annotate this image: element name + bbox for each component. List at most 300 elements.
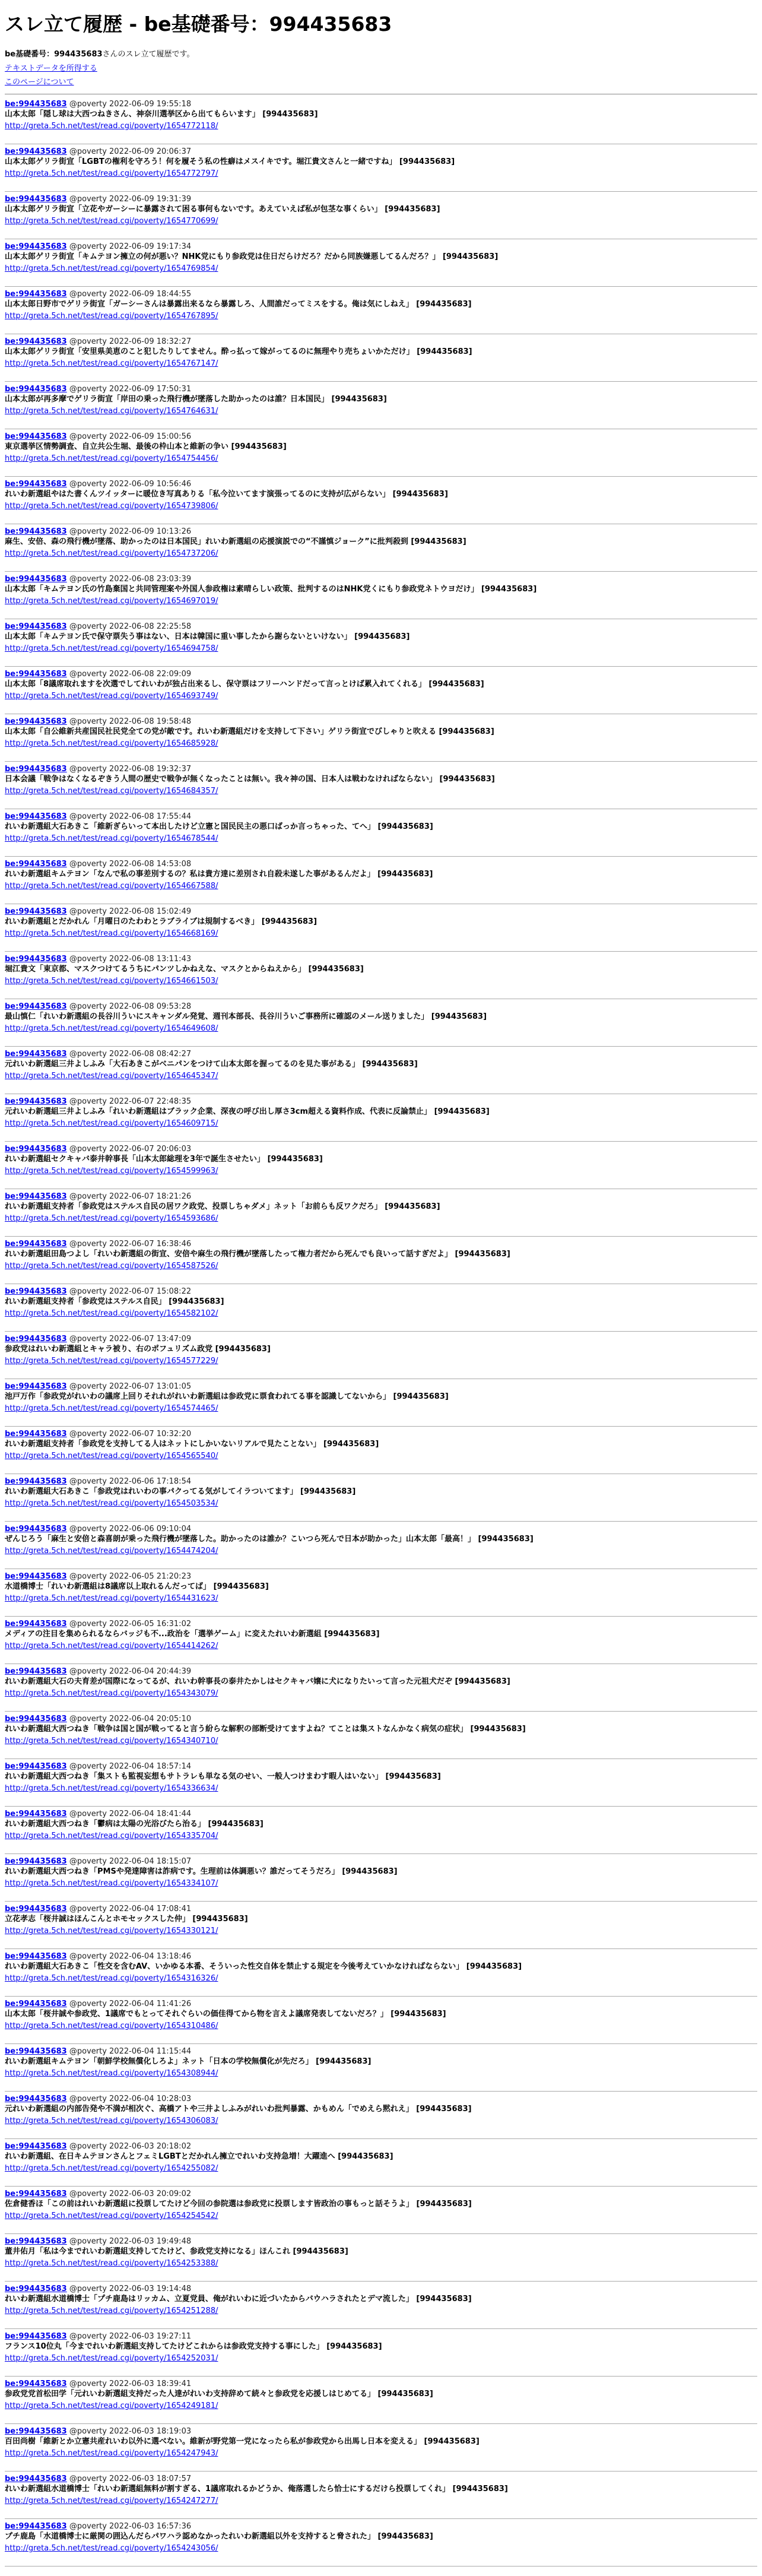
thread-entry	[5, 1617, 757, 1664]
entry-meta	[5, 1382, 757, 1392]
thread-url-link[interactable]: http://greta.5ch.net/test/read.cgi/poverty/1654316326/	[5, 1974, 218, 1983]
thread-entry	[5, 1379, 757, 1427]
thread-entry	[5, 1902, 757, 1949]
thread-title: メディアの注目を集められるならバッジも不...政治を「選挙ゲーム」に変えたれいわ新選組 [994435683]	[5, 1630, 380, 1639]
thread-url-link[interactable]: http://greta.5ch.net/test/read.cgi/poverty/1654249181/	[5, 2401, 218, 2410]
thread-title: れいわ新選組、在日キムテヨンさんとフェミLGBTとだかれん擁立でれいわ支持急増！大躍進へ [994435683]	[5, 2152, 393, 2161]
entry-meta	[5, 1476, 757, 1487]
thread-entry	[5, 524, 757, 572]
entry-meta	[5, 812, 757, 822]
board-date: @poverty 2022-06-07 10:32:20	[69, 1430, 192, 1438]
be-id-link[interactable]: be:994435683	[5, 2047, 67, 2056]
entry-meta	[5, 1619, 757, 1629]
thread-title: 山本太郎「キムテヨン氏の竹島棄国と共同管理案や外国人参政権は素晴らしい政策、批判するのはNHK党くにもり参政党ネトウヨだけ」 [994435683]	[5, 585, 537, 594]
be-id-link[interactable]: be:994435683	[5, 337, 67, 346]
intro-text	[5, 50, 757, 59]
thread-entry	[5, 999, 757, 1047]
board-date: @poverty 2022-06-07 15:08:22	[69, 1287, 192, 1296]
entry-meta	[5, 1144, 757, 1154]
thread-title: れいわ新選組大石あきこ「参政党はれいわの事パクってる気がしてイラついてます」 [994435683]	[5, 1487, 356, 1496]
entry-meta	[5, 2331, 757, 2341]
board-date: @poverty 2022-06-07 13:01:05	[69, 1382, 192, 1391]
thread-title: 山本太郎「桜井誠や参政党、1議席でもとってそれぐらいの価佳得てから物を言えよ議席発表してないだろ？」 [994435683]	[5, 2010, 446, 2019]
be-id-link[interactable]: be:994435683	[5, 385, 67, 394]
thread-url-link[interactable]: http://greta.5ch.net/test/read.cgi/poverty/1654684357/	[5, 787, 218, 796]
thread-url-link[interactable]: http://greta.5ch.net/test/read.cgi/poverty/1654599963/	[5, 1167, 218, 1175]
be-id-link[interactable]: be:994435683	[5, 1430, 67, 1438]
thread-entry	[5, 809, 757, 857]
thread-url-link[interactable]: http://greta.5ch.net/test/read.cgi/poverty/1654247277/	[5, 2496, 218, 2505]
entry-meta	[5, 2189, 757, 2199]
thread-entry	[5, 1759, 757, 1807]
page-title: スレ立て履歴 - be基礎番号：994435683	[5, 12, 392, 36]
thread-url-link[interactable]: http://greta.5ch.net/test/read.cgi/poverty/1654308944/	[5, 2069, 218, 2078]
entry-meta	[5, 1049, 757, 1059]
entry-meta	[5, 1904, 757, 1914]
thread-title: れいわ新選組大石あきこ「性交を含むAV、いかゆる本番、そういった性交自体を禁止する規定を今後考えていかなければならない」 [994435683]	[5, 1962, 522, 1971]
be-id-link[interactable]: be:994435683	[5, 2190, 67, 2198]
board-date: @poverty 2022-06-04 10:28:03	[69, 2095, 192, 2103]
thread-entry	[5, 1189, 757, 1237]
thread-url-link[interactable]: http://greta.5ch.net/test/read.cgi/poverty/1654254542/	[5, 2211, 218, 2220]
thread-title: 参政党はれいわ新選組とキャラ被り、右のポフュリズム政党 [994435683]	[5, 1345, 271, 1354]
be-id-link[interactable]: be:994435683	[5, 622, 67, 631]
thread-url-link[interactable]: http://greta.5ch.net/test/read.cgi/poverty/1654649608/	[5, 1024, 218, 1033]
entry-meta	[5, 1239, 757, 1249]
board-date: @poverty 2022-06-03 19:14:48	[69, 2285, 192, 2293]
thread-entry	[5, 2092, 757, 2139]
board-date: @poverty 2022-06-09 17:50:31	[69, 385, 192, 394]
be-id-link[interactable]: be:994435683	[5, 1762, 67, 1771]
thread-entry	[5, 952, 757, 999]
thread-entry	[5, 1854, 757, 1902]
be-id-link[interactable]: be:994435683	[5, 1810, 67, 1818]
board-date: @poverty 2022-06-08 19:58:48	[69, 717, 192, 726]
thread-url-link[interactable]: http://greta.5ch.net/test/read.cgi/poverty/1654335704/	[5, 1832, 218, 1840]
be-id-link[interactable]: be:994435683	[5, 1715, 67, 1723]
be-id-link[interactable]: be:994435683	[5, 1525, 67, 1533]
thread-entry	[5, 1332, 757, 1379]
be-id-link[interactable]: be:994435683	[5, 1192, 67, 1201]
board-date: @poverty 2022-06-07 18:21:26	[69, 1192, 192, 1201]
be-id-link[interactable]: be:994435683	[5, 670, 67, 679]
entry-meta	[5, 1761, 757, 1772]
entry-meta	[5, 384, 757, 394]
be-id-link[interactable]: be:994435683	[5, 2142, 67, 2151]
board-date: @poverty 2022-06-08 15:02:49	[69, 907, 192, 916]
thread-entry	[5, 619, 757, 667]
entry-meta	[5, 1287, 757, 1297]
thread-title: 董井佑月「私は今までれいわ新選組支持してたけど、参政党支持になる」ほんこれ [994435683]	[5, 2247, 348, 2256]
be-id-link[interactable]: be:994435683	[5, 1382, 67, 1391]
thread-url-link[interactable]: http://greta.5ch.net/test/read.cgi/poverty/1654306083/	[5, 2116, 218, 2125]
entry-meta	[5, 1666, 757, 1677]
board-date: @poverty 2022-06-09 15:00:56	[69, 432, 192, 441]
thread-url-link[interactable]: http://greta.5ch.net/test/read.cgi/poverty/1654343079/	[5, 1689, 218, 1698]
entry-meta	[5, 479, 757, 489]
board-date: @poverty 2022-06-04 13:18:46	[69, 1952, 192, 1961]
entry-meta	[5, 527, 757, 537]
board-date: @poverty 2022-06-08 17:55:44	[69, 812, 192, 821]
entry-meta	[5, 2379, 757, 2389]
board-date: @poverty 2022-06-09 10:13:26	[69, 527, 192, 536]
intro-suffix: さんのスレ立て履歴です。	[102, 50, 195, 59]
thread-url-link[interactable]: http://greta.5ch.net/test/read.cgi/poverty/1654340710/	[5, 1737, 218, 1745]
be-id-link[interactable]: be:994435683	[5, 1905, 67, 1913]
thread-url-link[interactable]: http://greta.5ch.net/test/read.cgi/poverty/1654764631/	[5, 407, 218, 416]
thread-url-link[interactable]: http://greta.5ch.net/test/read.cgi/poverty/1654693749/	[5, 692, 218, 701]
thread-url-link[interactable]: http://greta.5ch.net/test/read.cgi/poverty/1654609715/	[5, 1119, 218, 1128]
board-date: @poverty 2022-06-08 22:25:58	[69, 622, 192, 631]
thread-title: 池戸万作「参政党がれいわの議席上回りそれれがれいわ新選組は参政党に票食われてる事を認識してないから」 [994435683]	[5, 1392, 449, 1401]
thread-title: 最山慎仁「れいわ新選組の長谷川ういにスキャンダル発覚、週刊本部長、長谷川ういご事務所に確認のメール送りました」 [994435683]	[5, 1012, 487, 1021]
be-id-link[interactable]: be:994435683	[5, 2000, 67, 2008]
be-id-link[interactable]: be:994435683	[5, 1287, 67, 1296]
board-date: @poverty 2022-06-09 19:55:18	[69, 100, 192, 109]
thread-entry	[5, 1094, 757, 1142]
thread-url-link[interactable]: http://greta.5ch.net/test/read.cgi/poverty/1654754456/	[5, 454, 218, 463]
board-date: @poverty 2022-06-09 10:56:46	[69, 480, 192, 489]
thread-url-link[interactable]: http://greta.5ch.net/test/read.cgi/poverty/1654667588/	[5, 882, 218, 891]
board-date: @poverty 2022-06-08 14:53:08	[69, 860, 192, 869]
entry-meta	[5, 2046, 757, 2057]
be-id-link[interactable]: be:994435683	[5, 242, 67, 251]
board-date: @poverty 2022-06-08 13:11:43	[69, 955, 192, 964]
thread-url-link[interactable]: http://greta.5ch.net/test/read.cgi/poverty/1654414262/	[5, 1642, 218, 1650]
board-date: @poverty 2022-06-09 18:44:55	[69, 290, 192, 299]
board-date: @poverty 2022-06-04 20:44:39	[69, 1667, 192, 1676]
board-date: @poverty 2022-06-03 19:49:48	[69, 2237, 192, 2246]
thread-url-link[interactable]: http://greta.5ch.net/test/read.cgi/poverty/1654582102/	[5, 1309, 218, 1318]
thread-url-link[interactable]: http://greta.5ch.net/test/read.cgi/poverty/1654739806/	[5, 502, 218, 511]
entry-meta	[5, 337, 757, 347]
thread-entry	[5, 97, 757, 144]
be-id-link[interactable]: be:994435683	[5, 195, 67, 204]
entry-meta	[5, 622, 757, 632]
be-id-link[interactable]: be:994435683	[5, 290, 67, 299]
entry-meta	[5, 1999, 757, 2009]
thread-entry	[5, 1427, 757, 1474]
thread-url-link[interactable]: http://greta.5ch.net/test/read.cgi/poverty/1654336634/	[5, 1784, 218, 1793]
thread-url-link[interactable]: http://greta.5ch.net/test/read.cgi/poverty/1654661503/	[5, 977, 218, 986]
thread-title: れいわ新選組大西つねき「集ストも監視妄想もサトラレも単なる気のせい、一般人つけまわす暇人はいない」 [994435683]	[5, 1772, 441, 1781]
intro-prefix: be基礎番号：	[5, 50, 55, 59]
be-id-link[interactable]: be:994435683	[5, 575, 67, 584]
be-id-link[interactable]: be:994435683	[5, 1050, 67, 1059]
entry-meta	[5, 289, 757, 299]
be-id-link[interactable]: be:994435683	[5, 1145, 67, 1154]
board-date: @poverty 2022-06-05 21:20:23	[69, 1572, 192, 1581]
thread-entry	[5, 857, 757, 904]
thread-url-link[interactable]: http://greta.5ch.net/test/read.cgi/poverty/1654253388/	[5, 2259, 218, 2268]
board-date: @poverty 2022-06-09 20:06:37	[69, 147, 192, 156]
be-id-link[interactable]: be:994435683	[5, 1620, 67, 1628]
entry-meta	[5, 1429, 757, 1439]
thread-title: 山本太郎日野市でゲリラ街宣「ガーシーさんは暴露出来るなら暴露しろ、人間誰だってミスをする。俺は気にしねえ」 [994435683]	[5, 300, 472, 309]
be-id-link[interactable]: be:994435683	[5, 432, 67, 441]
thread-title: れいわ新選組大西つねき「戦争は国と国が戦ってると言う紛らな解釈の部断受けてますよね？てことは集ストなんかなく病気の症状」 [994435683]	[5, 1725, 526, 1734]
entry-meta	[5, 1097, 757, 1107]
board-date: @poverty 2022-06-03 18:07:57	[69, 2474, 192, 2483]
thread-title: れいわ新選組水道橋博士「プチ鹿島はリッカム、立夏党員、俺がれいわに近づいたからバウハラされたとデマ流した」 [994435683]	[5, 2295, 472, 2303]
thread-title: 山本太郎「自公維新共産国民社民党全ての党が敵です。れいわ新選組だけを支持して下さい」ゲリラ街宣でびしゃりと吹える [994435683]	[5, 727, 494, 736]
thread-title: れいわ新選組支持者「参政党を支持してる人はネットにしかいないリアルで見たことない」 [994435683]	[5, 1440, 379, 1449]
thread-title: 堀江貴文「東京都、マスクつけてるうちにパンツしかねえな、マスクとからねえから」 [994435683]	[5, 965, 364, 974]
thread-title: れいわ新選組キムテヨン「なんで私の事差別するの？私は貴方達に差別され自殺未遂した事があるんだよ」 [994435683]	[5, 870, 433, 879]
be-id-link[interactable]: be:994435683	[5, 1477, 67, 1486]
thread-entry	[5, 2472, 757, 2519]
thread-entry	[5, 762, 757, 809]
entry-meta	[5, 242, 757, 252]
be-id-link[interactable]: be:994435683	[5, 1667, 67, 1676]
board-date: @poverty 2022-06-04 18:57:14	[69, 1762, 192, 1771]
thread-url-link[interactable]: http://greta.5ch.net/test/read.cgi/poverty/1654565540/	[5, 1452, 218, 1460]
be-id-link[interactable]: be:994435683	[5, 100, 67, 109]
be-id-link[interactable]: be:994435683	[5, 765, 67, 774]
thread-entry	[5, 2139, 757, 2187]
thread-url-link[interactable]: http://greta.5ch.net/test/read.cgi/poverty/1654243056/	[5, 2544, 218, 2553]
board-date: @poverty 2022-06-04 11:15:44	[69, 2047, 192, 2056]
thread-url-link[interactable]: http://greta.5ch.net/test/read.cgi/poverty/1654769854/	[5, 264, 218, 273]
about-page-link[interactable]: このページについて	[5, 78, 74, 87]
thread-url-link[interactable]: http://greta.5ch.net/test/read.cgi/poverty/1654645347/	[5, 1072, 218, 1081]
be-id-link[interactable]: be:994435683	[5, 147, 67, 156]
be-id-link[interactable]: be:994435683	[5, 860, 67, 869]
board-date: @poverty 2022-06-06 09:10:04	[69, 1525, 192, 1533]
thread-url-link[interactable]: http://greta.5ch.net/test/read.cgi/poverty/1654767895/	[5, 312, 218, 321]
thread-title: 山本太郎ゲリラ街宣「安里県美恵のこと犯したりしてません。酔っ払って嫁がってるのに無理やり売ちょいかただけ」 [994435683]	[5, 347, 472, 356]
thread-entry	[5, 477, 757, 524]
entry-meta	[5, 1571, 757, 1582]
board-date: @poverty 2022-06-09 19:17:34	[69, 242, 192, 251]
be-id-link[interactable]: be:994435683	[5, 1002, 67, 1011]
board-date: @poverty 2022-06-07 13:47:09	[69, 1335, 192, 1344]
thread-title: プチ鹿島「水道橋博士に厳関の囲込んだらパワハラ認めなかったれいわ新選組以外を支持すると脅された」 [994435683]	[5, 2532, 433, 2541]
thread-url-link[interactable]: http://greta.5ch.net/test/read.cgi/poverty/1654668169/	[5, 929, 218, 938]
thread-url-link[interactable]: http://greta.5ch.net/test/read.cgi/poverty/1654577229/	[5, 1357, 218, 1365]
entry-meta	[5, 717, 757, 727]
board-date: @poverty 2022-06-06 17:18:54	[69, 1477, 192, 1486]
thread-entry	[5, 239, 757, 287]
thread-list	[5, 97, 757, 2567]
thread-title: 元れいわ新選組三井よしふみ「れいわ新選組はブラック企業、深夜の呼び出し厚さ3cm超える資料作成、代表に反論禁止」 [994435683]	[5, 1107, 490, 1116]
board-date: @poverty 2022-06-04 20:05:10	[69, 1715, 192, 1723]
thread-url-link[interactable]: http://greta.5ch.net/test/read.cgi/poverty/1654678544/	[5, 834, 218, 843]
thread-entry	[5, 1284, 757, 1332]
thread-url-link[interactable]: http://greta.5ch.net/test/read.cgi/poverty/1654252031/	[5, 2354, 218, 2363]
board-date: @poverty 2022-06-07 22:48:35	[69, 1097, 192, 1106]
entry-meta	[5, 1951, 757, 1962]
thread-entry	[5, 2187, 757, 2234]
thread-entry	[5, 1569, 757, 1617]
get-text-data-link[interactable]: テキストデータを所得する	[5, 64, 97, 73]
board-date: @poverty 2022-06-08 09:53:28	[69, 1002, 192, 1011]
board-date: @poverty 2022-06-03 18:39:41	[69, 2379, 192, 2388]
board-date: @poverty 2022-06-08 19:32:37	[69, 765, 192, 774]
thread-url-link[interactable]: http://greta.5ch.net/test/read.cgi/poverty/1654694758/	[5, 644, 218, 653]
board-date: @poverty 2022-06-03 19:27:11	[69, 2332, 192, 2341]
entry-meta	[5, 2284, 757, 2294]
be-id-link[interactable]: be:994435683	[5, 2332, 67, 2341]
entry-meta	[5, 859, 757, 869]
thread-entry	[5, 334, 757, 382]
thread-url-link[interactable]: http://greta.5ch.net/test/read.cgi/poverty/1654431623/	[5, 1594, 218, 1603]
thread-entry	[5, 1047, 757, 1094]
entry-meta	[5, 1192, 757, 1202]
entry-meta	[5, 1856, 757, 1867]
thread-title: 百田尚樹「維新とか立憲共産れいわ以外に選べない。維新が野党第一党になったら私が参政党から出馬し日本を変える」 [994435683]	[5, 2437, 480, 2446]
thread-title: 元れいわ新選組の内部告発や不満が相次ぐ、高橋アトや三井よしふみがれいわ批判暴露、かもめん「でめえら黙れえ」 [994435683]	[5, 2105, 472, 2114]
thread-url-link[interactable]: http://greta.5ch.net/test/read.cgi/poverty/1654772118/	[5, 122, 218, 131]
thread-title: れいわ新選組水道橋博士「れいわ新選組無料が割すぎる、1議席取れるかどうか、俺落選したら恰士にするだけら投票してくれ」 [994435683]	[5, 2485, 508, 2493]
entry-meta	[5, 194, 757, 204]
thread-title: 山本太郎ゲリラ街宣「立花やガーシーに暴露されて困る事何もないです。あえていえば私が包茎な事くらい」 [994435683]	[5, 205, 440, 214]
be-id-link[interactable]: be:994435683	[5, 2379, 67, 2388]
thread-url-link[interactable]: http://greta.5ch.net/test/read.cgi/poverty/1654574465/	[5, 1404, 218, 1413]
thread-url-link[interactable]: http://greta.5ch.net/test/read.cgi/poverty/1654697019/	[5, 597, 218, 606]
entry-meta	[5, 2426, 757, 2436]
thread-title: れいわ新選組支持者「参政党はステルス自民の居ワク政党、投票しちゃダメ」ネット「お前らも反ワクだろ」 [994435683]	[5, 1202, 440, 1211]
thread-title: れいわ新選組大西つねき「PMSや発達障害は詐病です。生理前は体調悪い？誰だってそうだろ」 [994435683]	[5, 1867, 398, 1876]
board-date: @poverty 2022-06-04 17:08:41	[69, 1905, 192, 1913]
thread-url-link[interactable]: http://greta.5ch.net/test/read.cgi/poverty/1654251288/	[5, 2306, 218, 2315]
thread-entry	[5, 572, 757, 619]
thread-entry	[5, 2377, 757, 2424]
thread-entry	[5, 1237, 757, 1284]
thread-entry	[5, 1142, 757, 1189]
thread-url-link[interactable]: http://greta.5ch.net/test/read.cgi/poverty/1654593686/	[5, 1214, 218, 1223]
be-id-link[interactable]: be:994435683	[5, 2285, 67, 2293]
thread-entry	[5, 1712, 757, 1759]
entry-meta	[5, 2094, 757, 2104]
thread-entry	[5, 714, 757, 762]
thread-title: 山本太郎「隠し球は大西つねきさん、神奈川選挙区から出てもらいます」 [994435683]	[5, 110, 318, 119]
board-date: @poverty 2022-06-04 18:41:44	[69, 1810, 192, 1818]
board-date: @poverty 2022-06-08 22:09:09	[69, 670, 192, 679]
thread-title: ぜんじろう「麻生と安倍と森喜朗が乗った飛行機が墜落した。助かったのは誰か？こいつら死んで日本が助かった」山本太郎「最高！」 [994435683]	[5, 1535, 534, 1544]
thread-url-link[interactable]: http://greta.5ch.net/test/read.cgi/poverty/1654255082/	[5, 2164, 218, 2173]
board-date: @poverty 2022-06-07 16:38:46	[69, 1240, 192, 1249]
thread-title: フランス10位丸「今までれいわ新選組支持してたけどこれからは参政党支持する事にした」 [994435683]	[5, 2342, 382, 2351]
thread-title: 参政党党首松田学「元れいわ新選組支持だった人達がれいわ支持辞めて続々と参政党を応援しはじめてる」 [994435683]	[5, 2390, 433, 2398]
entry-meta	[5, 1524, 757, 1534]
board-date: @poverty 2022-06-04 11:41:26	[69, 2000, 192, 2008]
thread-entry	[5, 2282, 757, 2329]
be-id-link[interactable]: be:994435683	[5, 480, 67, 489]
thread-title: 麻生、安倍、森の飛行機が墜落、助かったのは日本国民」れいわ新選組の応援演説での“不謹慎ジョーク”に批判殺到 [994435683]	[5, 537, 466, 546]
be-id-link[interactable]: be:994435683	[5, 527, 67, 536]
thread-url-link[interactable]: http://greta.5ch.net/test/read.cgi/poverty/1654247943/	[5, 2449, 218, 2458]
thread-title: 日本会議「戦争はなくなるぞきう人間の歴史で戦争が無くなったことは無い。我々神の国、日本人は戦わなければならない」 [994435683]	[5, 775, 495, 784]
thread-title: 山本太郎が再多摩でゲリラ街宣「岸田の乗った飛行機が墜落した助かったのは誰？日本国民」 [994435683]	[5, 395, 387, 404]
thread-url-link[interactable]: http://greta.5ch.net/test/read.cgi/poverty/1654685928/	[5, 739, 218, 748]
thread-title: れいわ新選組セクキャバ泰井幹事長「山本太郎総理を3年で誕生させたい」 [994435683]	[5, 1155, 323, 1164]
thread-title: れいわ新選組大石あきこ「維新ぎらいって本出したけど立憲と国民民主の悪口ばっか言っちゃった、てへ」 [994435683]	[5, 822, 433, 831]
be-id-link[interactable]: be:994435683	[5, 2427, 67, 2436]
entry-meta	[5, 2236, 757, 2247]
thread-entry	[5, 1474, 757, 1522]
be-id-link[interactable]: be:994435683	[5, 2095, 67, 2103]
thread-title: れいわ新選組やはた書くんツイッターに暖位き写真ありる「私今泣いてます演張ってるのに支持が広がらない」 [994435683]	[5, 490, 448, 499]
thread-url-link[interactable]: http://greta.5ch.net/test/read.cgi/poverty/1654330121/	[5, 1927, 218, 1935]
thread-entry	[5, 382, 757, 429]
board-date: @poverty 2022-06-03 18:19:03	[69, 2427, 192, 2436]
thread-url-link[interactable]: http://greta.5ch.net/test/read.cgi/poverty/1654770699/	[5, 217, 218, 226]
be-id-link[interactable]: be:994435683	[5, 1857, 67, 1866]
thread-title: れいわ新選組とだかれん「月曜日のたわわとラブライブは規制するべき」 [994435683]	[5, 917, 318, 926]
thread-url-link[interactable]: http://greta.5ch.net/test/read.cgi/poverty/1654767147/	[5, 359, 218, 368]
thread-entry	[5, 904, 757, 952]
be-id-link[interactable]: be:994435683	[5, 812, 67, 821]
thread-title: れいわ新選組田島つよし「れいわ新選組の街宣、安倍や麻生の飛行機が墜落したって権力者だから死んでも良いって話すぎだよ」 [994435683]	[5, 1250, 510, 1259]
entry-meta	[5, 1809, 757, 1819]
be-id-link[interactable]: be:994435683	[5, 1572, 67, 1581]
thread-url-link[interactable]: http://greta.5ch.net/test/read.cgi/poverty/1654474204/	[5, 1547, 218, 1555]
entry-meta	[5, 764, 757, 774]
thread-entry	[5, 2424, 757, 2472]
thread-entry	[5, 144, 757, 192]
thread-title: れいわ新選組大西つねき「鬱病は太陽の光浴びたら治る」 [994435683]	[5, 1820, 263, 1829]
entry-meta	[5, 2141, 757, 2152]
be-id-link[interactable]: be:994435683	[5, 907, 67, 916]
be-id-link[interactable]: be:994435683	[5, 1952, 67, 1961]
be-id-link[interactable]: be:994435683	[5, 2474, 67, 2483]
be-id-link[interactable]: be:994435683	[5, 1240, 67, 1249]
entry-meta	[5, 1002, 757, 1012]
thread-url-link[interactable]: http://greta.5ch.net/test/read.cgi/poverty/1654334107/	[5, 1879, 218, 1888]
thread-title: 佐倉健香ほ「この前はれいわ新選組に投票してたけど今回の参院選は参政党に投票します皆政治の事もっと話そうよ」 [994435683]	[5, 2200, 472, 2209]
be-id-link[interactable]: be:994435683	[5, 1335, 67, 1344]
entry-meta	[5, 1714, 757, 1724]
be-id-link[interactable]: be:994435683	[5, 1097, 67, 1106]
be-id-link[interactable]: be:994435683	[5, 717, 67, 726]
thread-entry	[5, 2044, 757, 2092]
entry-meta	[5, 907, 757, 917]
entry-meta	[5, 99, 757, 109]
board-date: @poverty 2022-06-09 18:32:27	[69, 337, 192, 346]
thread-entry	[5, 192, 757, 239]
be-id-link[interactable]: be:994435683	[5, 2522, 67, 2531]
board-date: @poverty 2022-06-05 16:31:02	[69, 1620, 192, 1628]
thread-entry	[5, 1664, 757, 1712]
thread-title: れいわ新選組キムテヨン「朝鮮学校無償化しろよ」ネット「日本の学校無償化が先だろ」 [994435683]	[5, 2057, 372, 2066]
board-date: @poverty 2022-06-09 19:31:39	[69, 195, 192, 204]
be-id-link[interactable]: be:994435683	[5, 2237, 67, 2246]
thread-entry	[5, 2519, 757, 2567]
entry-meta	[5, 2474, 757, 2484]
thread-entry	[5, 667, 757, 714]
thread-title: れいわ新選組支持者「参政党はステルス自民」 [994435683]	[5, 1297, 224, 1306]
thread-title: 立花孝志「桜井誠はほんこんとホモセックスした仲」 [994435683]	[5, 1915, 248, 1924]
thread-entry	[5, 1522, 757, 1569]
thread-title: 山本太郎ゲリラ街宣「キムテヨン擁立の何が悪い？NHK党にもり参政党は住日だらけだろ？だから同族嫌悪してるんだろ？」 [994435683]	[5, 252, 499, 261]
board-date: @poverty 2022-06-03 20:09:02	[69, 2190, 192, 2198]
thread-entry	[5, 1997, 757, 2044]
entry-meta	[5, 954, 757, 964]
thread-url-link[interactable]: http://greta.5ch.net/test/read.cgi/poverty/1654587526/	[5, 1262, 218, 1270]
intro-number: 994435683	[54, 50, 103, 59]
thread-url-link[interactable]: http://greta.5ch.net/test/read.cgi/poverty/1654503534/	[5, 1499, 218, 1508]
be-id-link[interactable]: be:994435683	[5, 955, 67, 964]
thread-url-link[interactable]: http://greta.5ch.net/test/read.cgi/poverty/1654310486/	[5, 2021, 218, 2030]
thread-title: 山本太郎「キムテヨン氏で保守票失う事はない、日本は韓国に重い事したから謝らないといけない」 [994435683]	[5, 632, 410, 641]
thread-title: 水道橋博士「れいわ新選組は8議席以上取れるんだってば」 [994435683]	[5, 1582, 269, 1591]
thread-url-link[interactable]: http://greta.5ch.net/test/read.cgi/poverty/1654737206/	[5, 549, 218, 558]
thread-title: 山本太郎「8議席取れますを次選でしてれいわが独占出来るし、保守票はフリーハンドだって言っとけば累入れてくれる」 [994435683]	[5, 680, 484, 689]
thread-url-link[interactable]: http://greta.5ch.net/test/read.cgi/poverty/1654772797/	[5, 169, 218, 178]
thread-title: れいわ新選組大石の夫育差が国際になってるが、れいわ幹事長の泰井たかしはセクキャバ嬢に犬になりたいって言った元祖犬だぞ [994435683]	[5, 1677, 510, 1686]
thread-entry	[5, 429, 757, 477]
